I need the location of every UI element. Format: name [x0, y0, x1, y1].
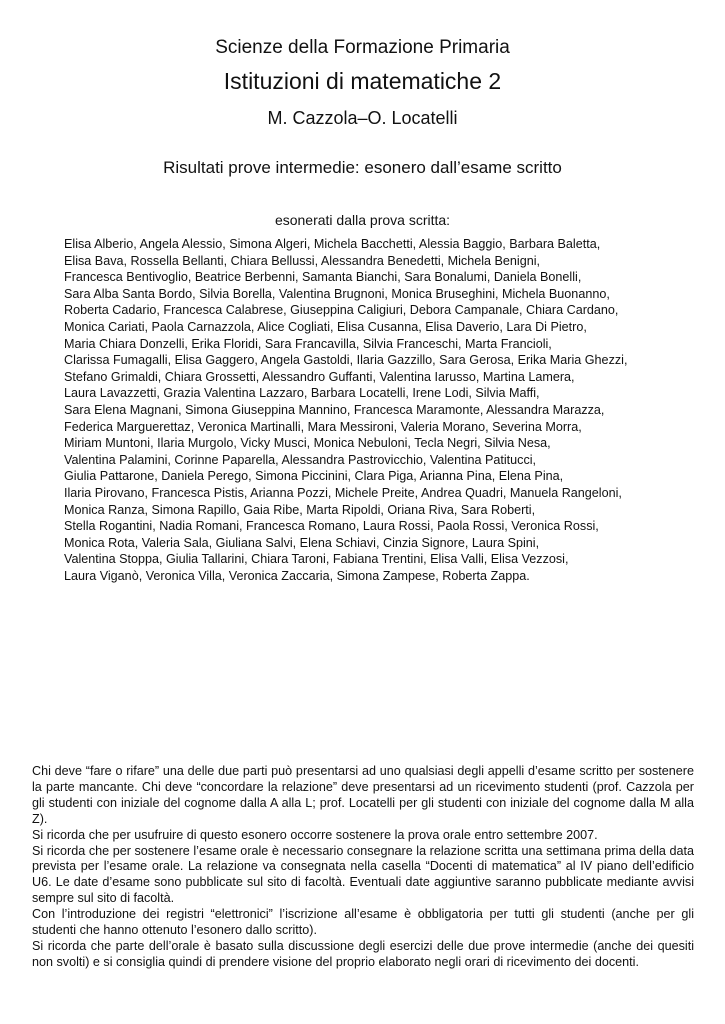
- exempted-students-line: Maria Chiara Donzelli, Erika Floridi, Sara Francavilla, Silvia Franceschi, Marta Francioli,: [64, 336, 552, 351]
- exempted-students-line: Clarissa Fumagalli, Elisa Gaggero, Angela Gastoldi, Ilaria Gazzillo, Sara Gerosa, Erika Maria Ghezzi,: [64, 353, 628, 368]
- document-title: Istituzioni di matematiche 2: [223, 68, 502, 94]
- exempted-students-line: Giulia Pattarone, Daniela Perego, Simona Piccinini, Clara Piga, Arianna Pina, Elena Pina,: [64, 469, 564, 484]
- exempted-students-line: Ilaria Pirovano, Francesca Pistis, Arianna Pozzi, Michele Preite, Andrea Quadri, Manuela Rangeloni,: [64, 485, 622, 500]
- exempted-students-line: Laura Lavazzetti, Grazia Valentina Lazzaro, Barbara Locatelli, Irene Lodi, Silvia Maffi,: [64, 386, 540, 401]
- exempted-students-line: Valentina Palamini, Corinne Paparella, Alessandra Pastrovicchio, Valentina Patitucci,: [64, 452, 537, 467]
- note-paragraph: Si ricorda che per sostenere l’esame orale è necessario consegnare la relazione scritta una settimana prima della data prevista per l’esame orale. La relazione va consegnata nella casella “Docenti di matematica” al IV piano dell’edificio U6. Le date d’esame sono pubblicate sul sito di facoltà. Eventuali date aggiuntive saranno pubblicate mediante avvisi sempre sul sito di facoltà.: [32, 843, 694, 906]
- exempted-students-line: Monica Cariati, Paola Carnazzola, Alice Cogliati, Elisa Cusanna, Elisa Daverio, Lara Di Pietro,: [64, 319, 587, 334]
- course-name: Scienze della Formazione Primaria: [215, 37, 510, 58]
- exempted-students-line: Monica Rota, Valeria Sala, Giuliana Salvi, Elena Schiavi, Cinzia Signore, Laura Spini,: [64, 535, 540, 550]
- exempted-students-line: Laura Viganò, Veronica Villa, Veronica Zaccaria, Simona Zampese, Roberta Zappa.: [64, 568, 530, 583]
- authors: M. Cazzola–O. Locatelli: [267, 108, 458, 128]
- exempted-students-line: Federica Marguerettaz, Veronica Martinalli, Mara Messironi, Valeria Morano, Severina Morra,: [64, 419, 582, 434]
- exempted-students-line: Sara Alba Santa Bordo, Silvia Borella, Valentina Brugnoni, Monica Bruseghini, Michela Buonanno,: [64, 286, 610, 301]
- notes-section: [32, 764, 694, 971]
- exempted-students-line: Elisa Alberio, Angela Alessio, Simona Algeri, Michela Bacchetti, Alessia Baggio, Barbara Baletta,: [64, 237, 601, 251]
- exempted-list-heading: esonerati dalla prova scritta:: [274, 212, 451, 228]
- note-paragraph: Chi deve “fare o rifare” una delle due parti può presentarsi ad uno qualsiasi degli appelli d’esame scritto per sostenere la parte mancante. Chi deve “concordare la relazione” deve presentarsi ad un ricevimento studenti (prof. Cazzola per gli studenti con iniziale del cognome dalla A alla L; prof. Locatelli per gli studenti con iniziale del cognome dalla M alla Z).: [32, 764, 694, 826]
- note-paragraph: Con l’introduzione dei registri “elettronici” l’iscrizione all’esame è obbligatoria per tutti gli studenti (anche per gli studenti che hanno ottenuto l’esonero dallo scritto).: [32, 907, 694, 938]
- exempted-students-line: Roberta Cadario, Francesca Calabrese, Giuseppina Caligiuri, Debora Campanale, Chiara Cardano,: [64, 303, 619, 318]
- exempted-students-line: Valentina Stoppa, Giulia Tallarini, Chiara Taroni, Fabiana Trentini, Elisa Valli, Elisa Vezzosi,: [64, 552, 569, 567]
- results-heading: Risultati prove intermedie: esonero dall’esame scritto: [163, 158, 562, 177]
- note-paragraph: Si ricorda che parte dell’orale è basato sulla discussione degli esercizi delle due prove intermedie (anche dei quesiti non svolti) e si consiglia quindi di prendere visione del proprio elaborato negli orari di ricevimento dei docenti.: [32, 938, 694, 969]
- exempted-students-line: Elisa Bava, Rossella Bellanti, Chiara Bellussi, Alessandra Benedetti, Michela Benigni,: [64, 253, 541, 268]
- exempted-students-line: Francesca Bentivoglio, Beatrice Berbenni, Samanta Bianchi, Sara Bonalumi, Daniela Bonelli,: [64, 270, 582, 285]
- exempted-students-line: Sara Elena Magnani, Simona Giuseppina Mannino, Francesca Maramonte, Alessandra Marazza,: [64, 402, 605, 417]
- note-paragraph: Si ricorda che per usufruire di questo esonero occorre sostenere la prova orale entro settembre 2007.: [32, 827, 598, 842]
- exempted-students-line: Miriam Muntoni, Ilaria Murgolo, Vicky Musci, Monica Nebuloni, Tecla Negri, Silvia Nesa,: [64, 436, 551, 451]
- exempted-students-list: [64, 236, 684, 584]
- exempted-students-line: Monica Ranza, Simona Rapillo, Gaia Ribe, Marta Ripoldi, Oriana Riva, Sara Roberti,: [64, 502, 536, 517]
- exempted-students-line: Stefano Grimaldi, Chiara Grossetti, Alessandro Guffanti, Valentina Iarusso, Martina Lamera,: [64, 369, 575, 384]
- exempted-students-line: Stella Rogantini, Nadia Romani, Francesca Romano, Laura Rossi, Paola Rossi, Veronica Rossi,: [64, 519, 599, 534]
